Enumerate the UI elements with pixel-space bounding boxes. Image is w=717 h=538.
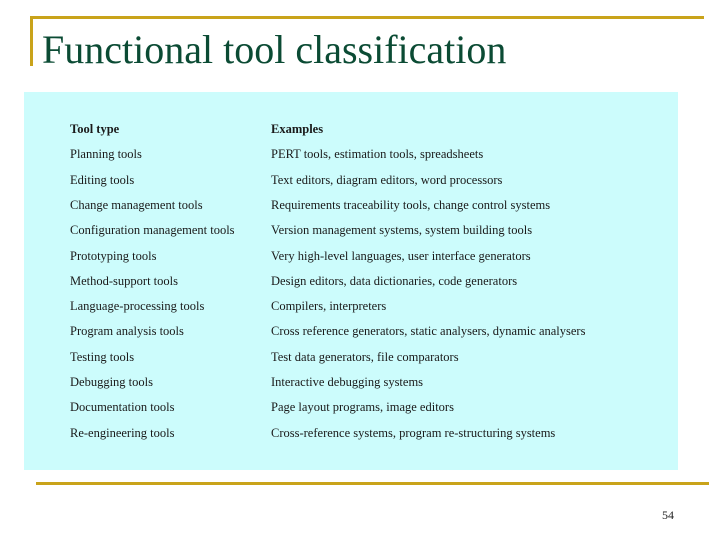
examples-cell: Version management systems, system building tools: [271, 223, 533, 238]
tool-type-cell: Testing tools: [70, 349, 135, 364]
tool-type-cell: Planning tools: [70, 147, 142, 162]
tool-type-cell: Editing tools: [70, 172, 135, 187]
table-row: [70, 324, 670, 349]
table-row: [70, 400, 670, 425]
examples-cell: Cross-reference systems, program re-structuring systems: [271, 425, 556, 440]
tool-type-cell: Program analysis tools: [70, 324, 184, 339]
table-row: [70, 173, 670, 198]
tool-type-cell: Method-support tools: [70, 273, 178, 288]
table-row: [70, 147, 670, 172]
examples-cell: Cross reference generators, static analysers, dynamic analysers: [271, 324, 586, 339]
table-row: [70, 299, 670, 324]
table-row: [70, 223, 670, 248]
tool-type-cell: Documentation tools: [70, 400, 175, 415]
page-number: 54: [662, 508, 674, 522]
examples-cell: Interactive debugging systems: [271, 375, 424, 389]
table-row: [70, 198, 670, 223]
table-row: [70, 375, 670, 400]
tool-type-cell: Change management tools: [70, 197, 203, 212]
frame-top-rule: [30, 16, 704, 19]
tool-type-cell: Language-processing tools: [70, 299, 205, 314]
frame-bottom-rule: [36, 482, 709, 485]
header-tool-type: Tool type: [70, 122, 120, 136]
tool-type-cell: Debugging tools: [70, 375, 153, 389]
tool-type-cell: Re-engineering tools: [70, 425, 175, 440]
examples-cell: PERT tools, estimation tools, spreadsheets: [271, 147, 484, 162]
tool-type-cell: Prototyping tools: [70, 248, 157, 263]
examples-cell: Test data generators, file comparators: [271, 349, 459, 364]
table-row: [70, 426, 670, 451]
examples-cell: Requirements traceability tools, change control systems: [271, 197, 551, 212]
slide-title: Functional tool classification: [42, 27, 507, 72]
table-row: [70, 350, 670, 375]
header-examples: Examples: [271, 122, 324, 136]
frame-left-rule: [30, 16, 33, 66]
examples-cell: Page layout programs, image editors: [271, 400, 454, 415]
examples-cell: Very high-level languages, user interface generators: [271, 248, 531, 263]
table-header-row: [70, 122, 670, 147]
table-row: [70, 249, 670, 274]
tool-classification-table: [24, 92, 678, 470]
examples-cell: Compilers, interpreters: [271, 299, 387, 314]
table-row: [70, 274, 670, 299]
examples-cell: Design editors, data dictionaries, code generators: [271, 273, 518, 288]
tool-type-cell: Configuration management tools: [70, 223, 235, 238]
examples-cell: Text editors, diagram editors, word processors: [271, 172, 503, 187]
